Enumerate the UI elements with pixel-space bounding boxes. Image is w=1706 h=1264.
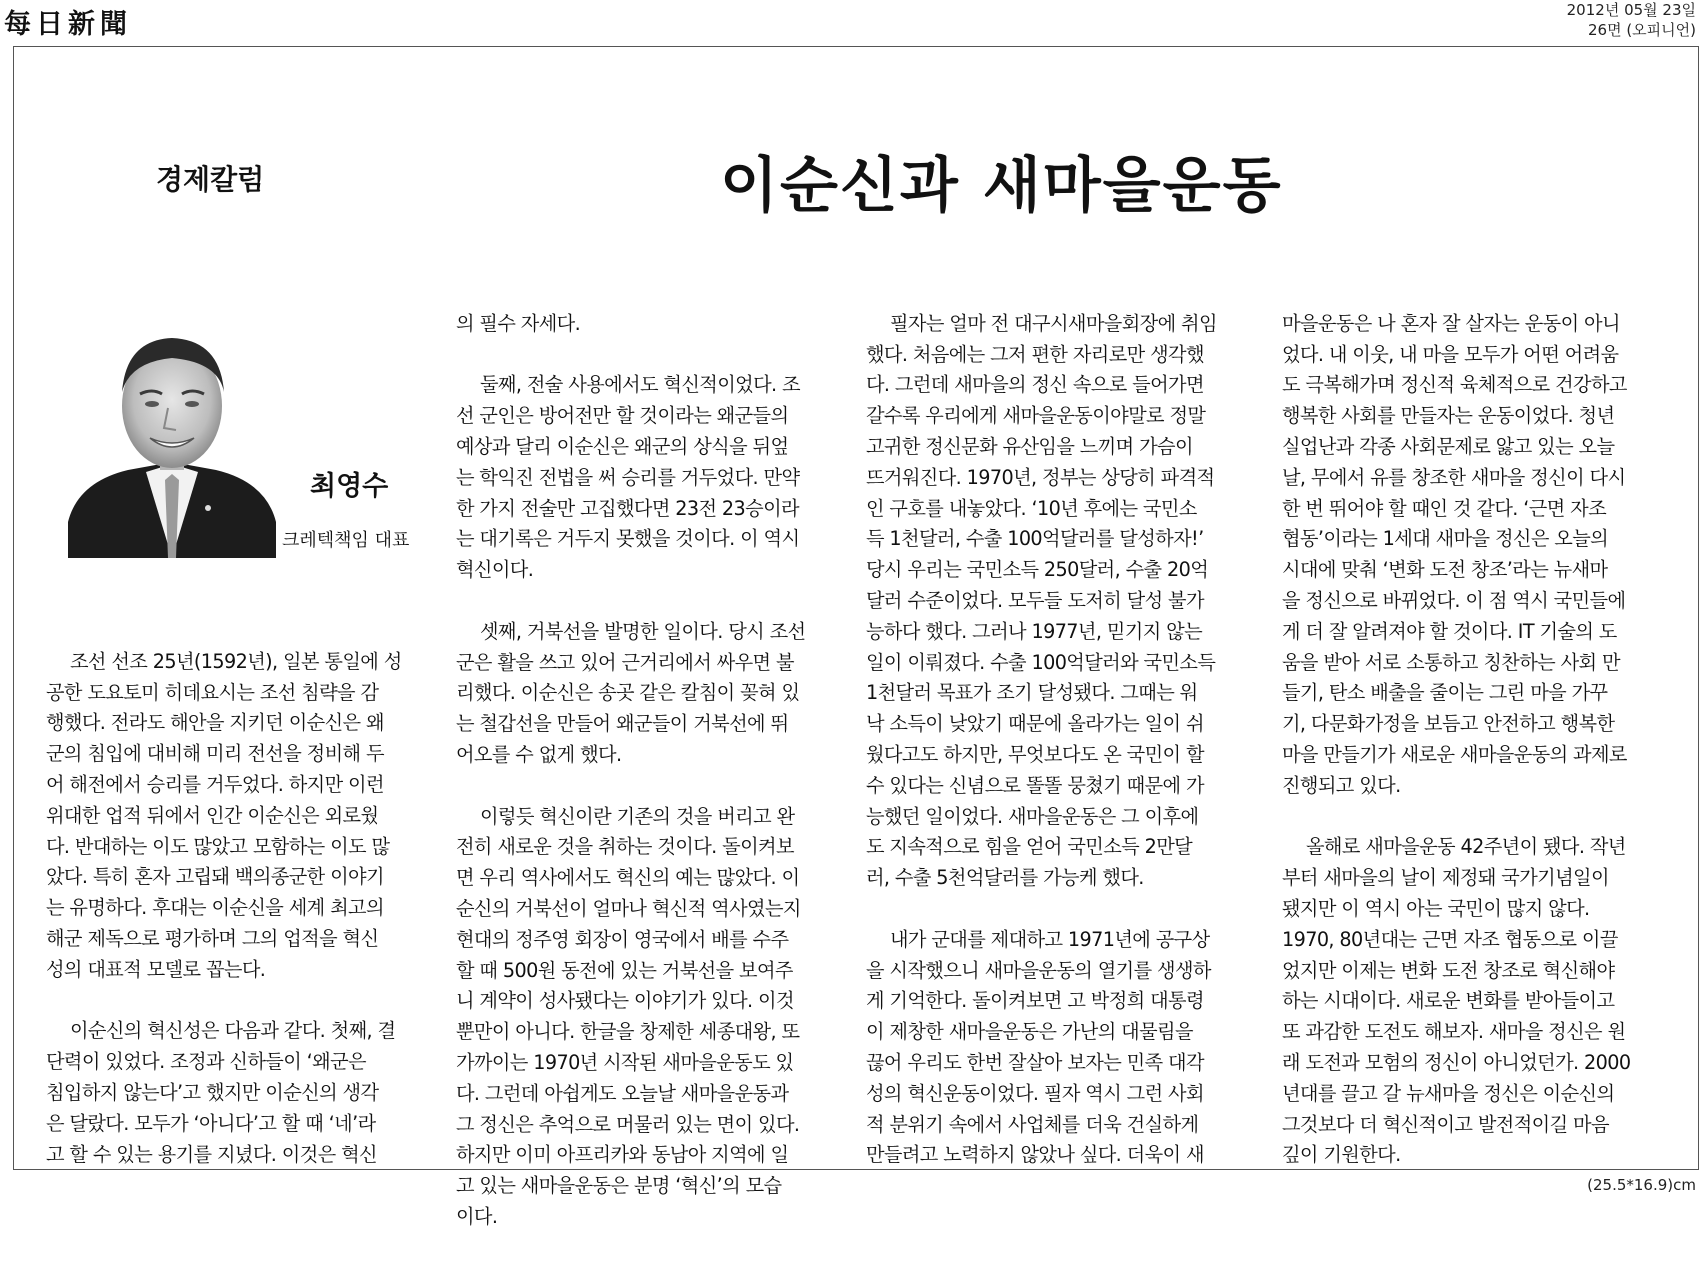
article-column-3 — [866, 278, 1248, 1202]
author-name: 최영수 — [310, 471, 389, 502]
paragraph: 마을운동은 나 혼자 잘 살자는 운동이 아니 었다. 내 이웃, 내 마을 모두가 어떤 어려움 도 극복해가며 정신적 육체적으로 건강하고 행복한 사회를 만들자는 운동이었다. 청년 실업난과 각종 사회문제로 앓고 있는 오늘 날, 무에서 유를 창조한 새마을 정신이 다시 한 번 뛰어야 할 때인 것 같다. ‘근면 자조 협동’이라는 1세대 새마을 정신은 오늘의 시대에 맞춰 ‘변화 도전 창조’라는 뉴새마 을 정신으로 바뀌었다. 이 점 역시 국민들에 게 더 잘 알려져야 할 것이다. IT 기술의 도 움을 받아 서로 소통하고 칭찬하는 사회 만 들기, 탄소 배출을 줄이는 그린 마을 가꾸 기, 다문화가정을 보듬고 안전하고 행복한 마을 만들기가 새로운 새마을운동의 과제로 진행되고 있다. — [1282, 311, 1627, 797]
clipping-size-note: (25.5*16.9)cm — [1587, 1176, 1696, 1194]
author-title: 크레텍책임 대표 — [282, 530, 410, 551]
paragraph: 이렇듯 혁신이란 기존의 것을 버리고 완 전히 새로운 것을 취하는 것이다. 돌이켜보 면 우리 역사에서도 혁신의 예는 많았다. 이 순신의 거북선이 얼마나 혁신적 역사였는지 현대의 정주영 회장이 영국에서 배를 수주 할 때 500원 동전에 있는 거북선을 보여주 니 계약이 성사됐다는 이야기가 있다. 이것 뿐만이 아니다. 한글을 창제한 세종대왕, 또 가까이는 1970년 시작된 새마을운동도 있 다. 그런데 아쉽게도 오늘날 새마을운동과 그 정신은 추억으로 머물러 있는 면이 있다. 하지만 이미 아프리카와 동남아 지역에 일 고 있는 새마을운동은 분명 ‘혁신’의 모습 이다. — [456, 804, 801, 1228]
page-section: 26면 (오피니언) — [1587, 21, 1696, 39]
author-portrait-image — [68, 322, 276, 558]
paragraph: 올해로 새마을운동 42주년이 됐다. 작년 부터 새마을의 날이 제정돼 국가기념일이 됐지만 이 역시 아는 국민이 많지 않다. 1970, 80년대는 근면 자조 협동으로 이끌 었지만 이제는 변화 도전 창조로 혁신해야 하는 시대이다. 새로운 변화를 받아들이고 또 과감한 도전도 해보자. 새마을 정신은 원 래 도전과 모험의 정신이 아니었던가. 2000 년대를 끌고 갈 뉴새마을 정신은 이순신의 그것보다 더 혁신적이고 발전적이길 마음 깊이 기원한다. — [1282, 835, 1631, 1167]
article-headline: 이순신과 새마을운동 — [720, 151, 1283, 221]
author-photo — [68, 322, 276, 558]
paragraph: 내가 군대를 제대하고 1971년에 공구상 을 시작했으니 새마을운동의 열기를 생생하 게 기억한다. 돌이켜보면 고 박정희 대통령 이 제창한 새마을운동은 가난의 대물림을 끊어 우리도 한번 잘살아 보자는 민족 대각 성의 혁신운동이었다. 필자 역시 그런 사회 적 분위기 속에서 사업체를 더욱 건실하게 만들려고 노력하지 않았나 싶다. 더욱이 새 — [866, 927, 1211, 1167]
section-label: 경제칼럼 — [156, 163, 265, 196]
paragraph: 조선 선조 25년(1592년), 일본 통일에 성 공한 도요토미 히데요시는 조선 침략을 감 행했다. 전라도 해안을 지키던 이순신은 왜 군의 침입에 대비해 미리 전선을 정비해 두 어 해전에서 승리를 거두었다. 하지만 이런 위대한 업적 뒤에서 인간 이순신은 외로웠 다. 반대하는 이도 많았고 모함하는 이도 많 았다. 특히 혼자 고립돼 백의종군한 이야기 는 유명하다. 후대는 이순신을 세계 최고의 해군 제독으로 평가하며 그의 업적을 혁신 성의 대표적 모델로 꼽는다. — [46, 649, 402, 981]
article-column-2 — [456, 278, 838, 1264]
article-column-4 — [1282, 278, 1666, 1202]
publication-meta — [1567, 0, 1696, 40]
newspaper-masthead: 每日新聞 — [4, 9, 132, 40]
publication-date: 2012년 05월 23일 — [1566, 1, 1696, 19]
paragraph: 이순신의 혁신성은 다음과 같다. 첫째, 결 단력이 있었다. 조정과 신하들이 ‘왜군은 침입하지 않는다’고 했지만 이순신의 생각 은 달랐다. 모두가 ‘아니다’고 할 때 ‘네’라 고 할 수 있는 용기를 지녔다. 이것은 혁신 — [46, 1019, 396, 1166]
paragraph: 둘째, 전술 사용에서도 혁신적이었다. 조 선 군인은 방어전만 할 것이라는 왜군들의 예상과 달리 이순신은 왜군의 상식을 뒤엎 는 학익진 전법을 써 승리를 거두었다. 만약 한 가지 전술만 고집했다면 23전 23승이라 는 대기록은 거두지 못했을 것이다. 이 역시 혁신이다. — [456, 373, 800, 582]
paragraph: 의 필수 자세다. — [456, 311, 581, 335]
article-column-1 — [46, 616, 428, 1201]
paragraph: 필자는 얼마 전 대구시새마을회장에 취임 했다. 처음에는 그저 편한 자리로만 생각했 다. 그런데 새마을의 정신 속으로 들어가면 갈수록 우리에게 새마을운동이야말로 정말 고귀한 정신문화 유산임을 느끼며 가슴이 뜨거워진다. 1970년, 정부는 상당히 파격적 인 구호를 내놓았다. ‘10년 후에는 국민소 득 1천달러, 수출 100억달러를 달성하자!’ 당시 우리는 국민소득 250달러, 수출 20억 달러 수준이었다. 모두들 도저히 달성 불가 능하다 했다. 그러나 1977년, 믿기지 않는 일이 이뤄졌다. 수출 100억달러와 국민소득 1천달러 목표가 조기 달성됐다. 그때는 워 낙 소득이 낮았기 때문에 올라가는 일이 쉬 웠다고도 하지만, 무엇보다도 온 국민이 할 수 있다는 신념으로 똘똘 뭉쳤기 때문에 가 능했던 일이었다. 새마을운동은 그 이후에 도 지속적으로 힘을 얻어 국민소득 2만달 러, 수출 5천억달러를 가능케 했다. — [866, 311, 1217, 890]
paragraph: 셋째, 거북선을 발명한 일이다. 당시 조선 군은 활을 쓰고 있어 근거리에서 싸우면 불 리했다. 이순신은 송곳 같은 칼침이 꽂혀 있 는 철갑선을 만들어 왜군들이 거북선에 뛰 어오를 수 없게 했다. — [456, 619, 806, 766]
